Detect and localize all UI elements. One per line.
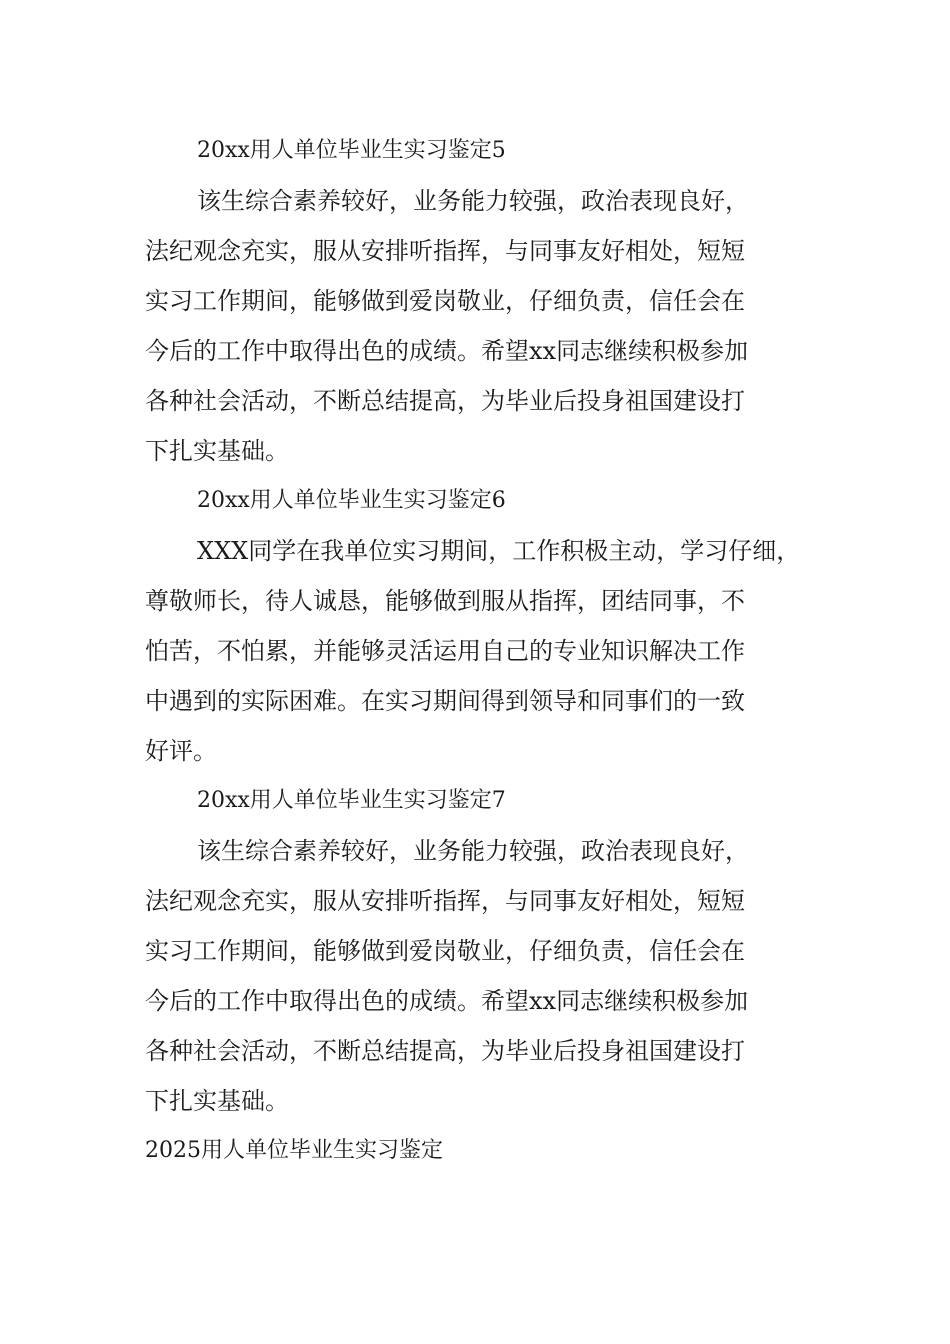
paragraph-line: 该生综合素养较好，业务能力较强，政治表现良好，: [197, 187, 749, 215]
paragraph-line: 法纪观念充实，服从安排听指挥，与同事友好相处，短短: [145, 887, 745, 915]
document-body: [145, 126, 815, 1176]
paragraph-line: 下扎实基础。: [145, 1087, 289, 1115]
paragraph-line: 下扎实基础。: [145, 437, 289, 465]
section-heading: 20xx用人单位毕业生实习鉴定6: [197, 488, 506, 513]
section-7: [145, 776, 815, 1126]
paragraph-line: 实习工作期间，能够做到爱岗敬业，仔细负责，信任会在: [145, 937, 745, 965]
footer-title: 2025用人单位毕业生实习鉴定: [145, 1138, 443, 1163]
paragraph-line: 各种社会活动，不断总结提高，为毕业后投身祖国建设打: [145, 1037, 745, 1065]
paragraph-line: 法纪观念充实，服从安排听指挥，与同事友好相处，短短: [145, 237, 745, 265]
section-heading: 20xx用人单位毕业生实习鉴定7: [197, 788, 506, 813]
paragraph-line: 尊敬师长，待人诚恳，能够做到服从指挥，团结同事，不: [145, 587, 745, 615]
section-6: [145, 476, 815, 776]
paragraph-line: 怕苦，不怕累，并能够灵活运用自己的专业知识解决工作: [145, 637, 745, 665]
paragraph-line: 今后的工作中取得出色的成绩。希望xx同志继续积极参加: [145, 337, 749, 365]
section-5: [145, 126, 815, 476]
paragraph-line: 今后的工作中取得出色的成绩。希望xx同志继续积极参加: [145, 987, 749, 1015]
paragraph-line: 中遇到的实际困难。在实习期间得到领导和同事们的一致: [145, 687, 745, 715]
section-heading: 20xx用人单位毕业生实习鉴定5: [197, 138, 506, 163]
paragraph-line: 实习工作期间，能够做到爱岗敬业，仔细负责，信任会在: [145, 287, 745, 315]
paragraph-line: 好评。: [145, 737, 217, 765]
paragraph-line: 各种社会活动，不断总结提高，为毕业后投身祖国建设打: [145, 387, 745, 415]
paragraph-line: XXX同学在我单位实习期间，工作积极主动，学习仔细，: [197, 537, 801, 565]
paragraph-line: 该生综合素养较好，业务能力较强，政治表现良好，: [197, 837, 749, 865]
